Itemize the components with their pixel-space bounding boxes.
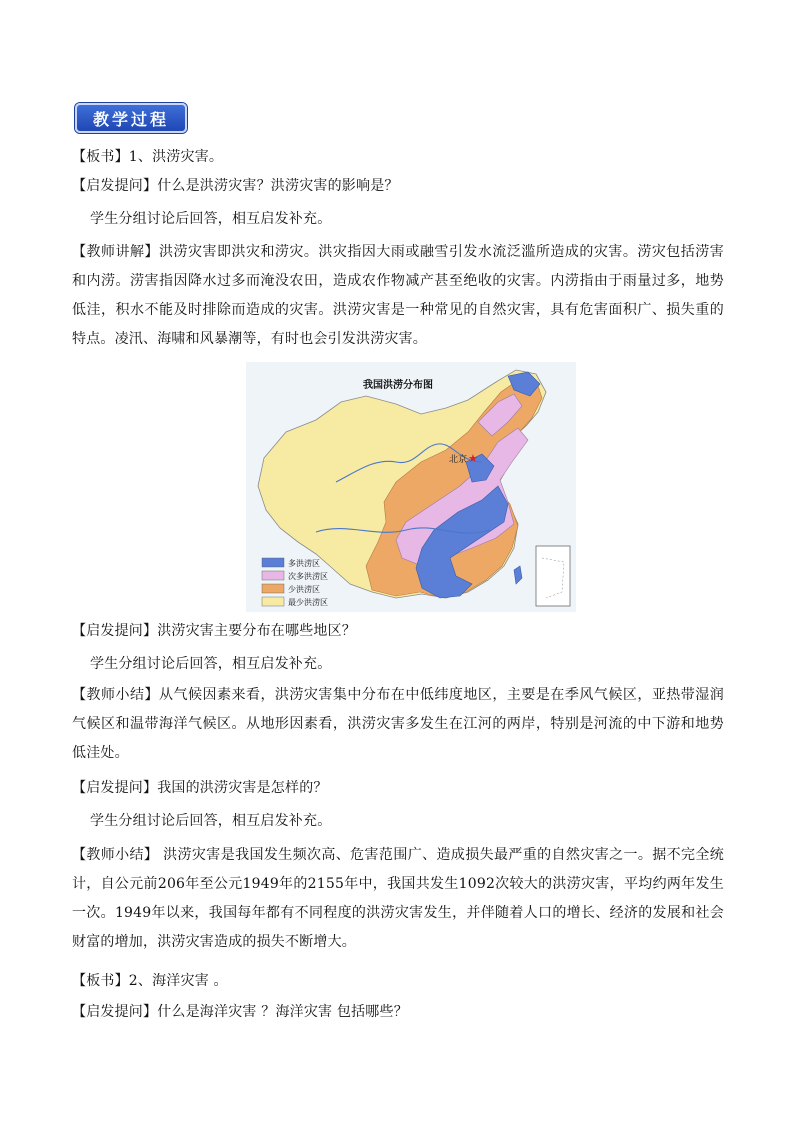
map-beijing-star: ★ [468, 452, 478, 465]
paragraph-teacher-explanation: 【教师讲解】洪涝灾害即洪灾和涝灾。洪灾指因大雨或融雪引发水流泛滥所造成的灾害。涝灾包括涝害和内涝。涝害指因降水过多而淹没农田，造成农作物减产甚至绝收的灾害。内涝指由于雨量过多，地势低洼，积水不能及时排除而造成的灾害。洪涝灾害是一种常见的自然灾害，具有危害面积广、损失重的特点。凌汛、海啸和风暴潮等，有时也会引发洪涝灾害。 [72, 244, 724, 347]
paragraph-discussion-3: 学生分组讨论后回答，相互启发补充。 [90, 813, 332, 829]
map-south-sea-inset [536, 546, 570, 606]
legend-swatch-least [262, 597, 284, 606]
legend-label-least: 最少洪涝区 [288, 598, 328, 607]
paragraph-discussion-1: 学生分组讨论后回答，相互启发补充。 [90, 211, 332, 227]
flood-distribution-map [246, 362, 576, 612]
paragraph-question-4: 【启发提问】什么是海洋灾害 ？海洋灾害 包括哪些？ [72, 1004, 408, 1020]
legend-swatch-less [262, 584, 284, 593]
paragraph-board-1: 【板书】1、洪涝灾害。 [72, 149, 224, 165]
paragraph-board-2: 【板书】2、海洋灾害 。 [72, 973, 228, 989]
map-beijing-label: 北京 [449, 455, 468, 465]
legend-label-less: 少洪涝区 [288, 585, 320, 594]
paragraph-discussion-2: 学生分组讨论后回答，相互启发补充。 [90, 656, 332, 672]
map-title: 我国洪涝分布图 [363, 380, 433, 391]
section-title-badge: 教学过程 [75, 103, 187, 133]
paragraph-question-2: 【启发提问】洪涝灾害主要分布在哪些地区？ [72, 623, 356, 639]
paragraph-teacher-summary-2: 【教师小结】 洪涝灾害是我国发生频次高、危害范围广、造成损失最严重的自然灾害之一。据不完全统计，自公元前206年至公元1949年的2155年中，我国共发生1092次较大的洪涝灾害，平均约两年发生一次。1949年以来，我国每年都有不同程度的洪涝灾害发生，并伴随着人口的增长、经济的发展和社会财富的增加，洪涝灾害造成的损失不断增大。 [72, 847, 724, 950]
legend-swatch-most [262, 558, 284, 567]
legend-label-most: 多洪涝区 [288, 559, 320, 568]
legend-label-second: 次多洪涝区 [288, 572, 328, 581]
legend-swatch-second [262, 571, 284, 580]
paragraph-teacher-summary-1: 【教师小结】从气候因素来看，洪涝灾害集中分布在中低纬度地区，主要是在季风气候区，亚热带湿润气候区和温带海洋气候区。从地形因素看，洪涝灾害多发生在江河的两岸，特别是河流的中下游和地势低洼处。 [72, 687, 724, 761]
paragraph-question-1: 【启发提问】什么是洪涝灾害？洪涝灾害的影响是？ [72, 178, 399, 194]
paragraph-question-3: 【启发提问】我国的洪涝灾害是怎样的？ [72, 780, 328, 796]
